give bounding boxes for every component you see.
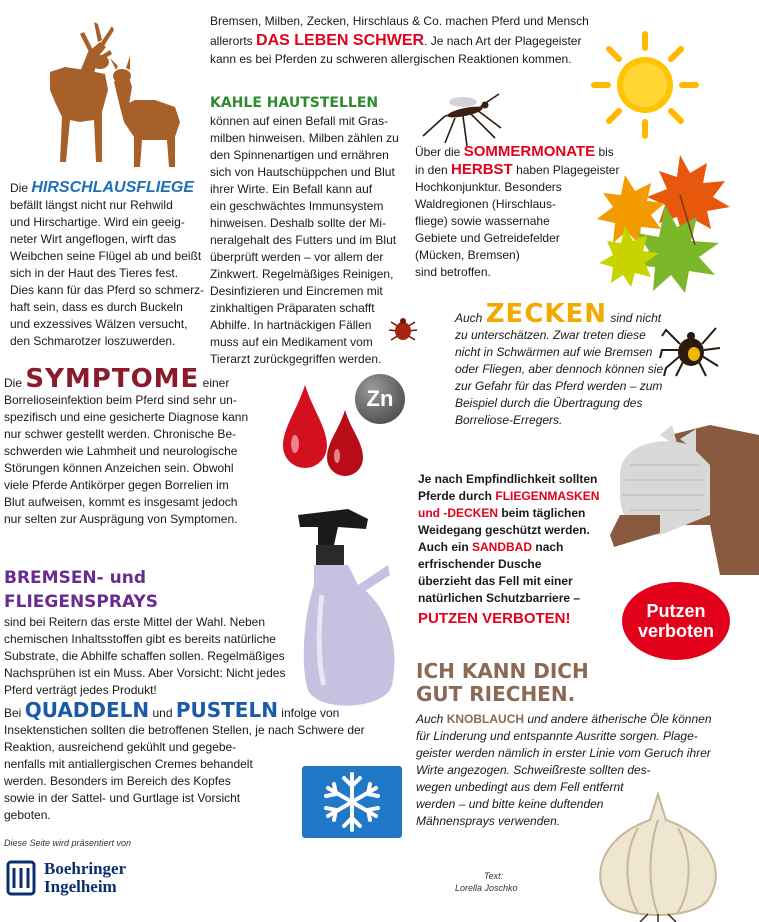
hirschlaus-section: Die HIRSCHLAUSFLIEGE befällt längst nicht nur Rehwild und Hirschartige. Wird ein geeig- neter Wirt angeflogen, wirft das Weibchen seine Flügel ab und beißt sich in der Haut des Tieres fest. Dies kann für das Pferd so schmerz- haft sein, dass es durch Buckeln und exzessives Wälzen versucht, den Schmarotzer loszuwerden.: [10, 179, 210, 350]
sommer-line: Hochkonjunktur. Besonders: [415, 180, 562, 194]
symptome-line: Borrelioseinfektion beim Pferd sind sehr un-: [4, 393, 237, 407]
snowflake-tile: [302, 766, 402, 838]
kahle-line: hinweisen. Deshalb sollte der Mi-: [210, 216, 387, 230]
highlight-knoblauch: KNOBLAUCH: [446, 712, 525, 726]
headline-ich-kann-dich: ICH KANN DICH: [416, 659, 589, 683]
garlic-icon: [578, 790, 738, 922]
kahle-line: können auf einen Befall mit Gras-: [210, 114, 389, 128]
logo-line-1: Boehringer: [44, 859, 127, 878]
quaddeln-line: nenfalls mit antiallergischen Cremes behandelt: [4, 757, 253, 771]
zecken-section: Auch ZECKEN sind nicht zu unterschätzen. Zwar treten diese nicht in Schwärmen auf wie Bremsen oder Fliegen, aber dennoch können sie zur Gefahr für das Pferd werden – zum Beispiel durch die Übertragung des Borreliose-Erregers.: [455, 299, 664, 427]
sprays-line: Nachsprühen ist ein Muss. Aber Vorsicht: Nicht jedes: [4, 666, 286, 680]
tick-icon: [658, 318, 726, 380]
quaddeln-line: werden. Besonders im Bereich des Kopfes: [4, 774, 231, 788]
kahle-line: ein geschwächtes Immunsystem: [210, 199, 384, 213]
sommer-line: fliege) sowie wassernahe: [415, 214, 550, 228]
riechen-line: für Linderung und entspannte Ausritte sorgen. Plage-: [416, 729, 698, 743]
quaddeln-line: geboten.: [4, 808, 51, 822]
sprays-line: sind bei Reitern das erste Mittel der Wahl. Neben: [4, 615, 266, 629]
zecken-line: oder Fliegen, aber dennoch können sie: [455, 362, 664, 376]
sommer-line: Waldregionen (Hirschlaus-: [415, 197, 556, 211]
zecken-line: nicht in Schwärmen auf wie Bremsen: [455, 345, 653, 359]
zecken-line: Beispiel durch die Übertragung des: [455, 396, 643, 410]
hirschlaus-line: Weibchen seine Flügel ab und beißt: [10, 249, 202, 263]
kahle-line: Tierarzt zurückgegriffen werden.: [210, 352, 382, 366]
kahle-line: zinkhaltigen Präparaten schafft: [210, 301, 375, 315]
symptome-line: Störungen können Anzeichen sein. Obwohl: [4, 461, 234, 475]
sommer-line: (Mücken, Bremsen): [415, 248, 520, 262]
highlight-decken: und -DECKEN: [418, 506, 498, 520]
zecken-line: zur Gefahr für das Pferd werden – zum: [455, 379, 663, 393]
mite-icon: [385, 312, 421, 348]
symptome-section: Die SYMPTOME einer Borrelioseinfektion beim Pferd sind sehr un- spezifisch und eine gesicherte Diagnose kann nur schwer gestellt werden. Chronische Be- schwerden wie Lahmheit und neurologische Störungen können Anzeichen sein. Obwohl viele Pferde Antikörper gegen Borrelien im Blut aufweisen, kommt es insgesamt jedoch nur selten zur Ausprägung von Symptomen.: [4, 371, 274, 528]
sprays-line: Pferd verträgt jedes Produkt!: [4, 683, 157, 697]
headline-symptome: SYMPTOME: [25, 364, 200, 394]
masken-section: Je nach Empfindlichkeit sollten Pferde durch FLIEGENMASKEN und -DECKEN beim täglichen Weidegang geschützt werden. Auch ein SANDBAD nach erfrischender Dusche überzieht das Fell mit einer natürlichen Schutzbarriere – PUTZEN VERBOTEN!: [418, 471, 628, 627]
headline-putzen-verboten: PUTZEN VERBOTEN!: [418, 610, 571, 627]
sun-icon: [590, 30, 700, 140]
headline-zecken: ZECKEN: [485, 299, 608, 329]
hirschlaus-line: haft sein, dass es durch Buckeln: [10, 300, 183, 314]
badge-line-2: verboten: [637, 621, 715, 641]
sommer-line: sind betroffen.: [415, 265, 491, 279]
sprays-line: Substrate, die Abhilfe schaffen sollen. Regelmäßiges: [4, 649, 285, 663]
autumn-leaves-icon: [585, 145, 745, 295]
symptome-line: spezifisch und eine gesicherte Diagnose kann: [4, 410, 249, 424]
highlight-fliegenmasken: FLIEGENMASKEN: [495, 489, 600, 503]
intro-line-3: kann es bei Pferden zu schweren allergischen Reaktionen kommen.: [210, 52, 572, 66]
headline-quaddeln: QUADDELN: [24, 698, 150, 722]
zecken-line: Borreliose-Erregers.: [455, 413, 563, 427]
zinc-icon: [355, 374, 405, 424]
hirschlaus-line: den Schmarotzer loszuwerden.: [10, 334, 176, 348]
quaddeln-section: Bei QUADDELN und PUSTELN infolge von Insektenstichen sollten die betroffenen Stellen, je nach Schwere der Reaktion, ausreichend gekühlt und gegebe- nenfalls mit antiallergischen Cremes behandelt werden. Besonders im Bereich des Kopfes sowie in der Sattel- und Gurtlage ist Vorsicht geboten.: [4, 702, 404, 824]
kahle-section: [210, 94, 410, 368]
kahle-line: Zinkwert. Regelmäßiges Reinigen,: [210, 267, 394, 281]
headline-pusteln: PUSTELN: [175, 698, 278, 722]
quaddeln-line: Reaktion, ausreichend gekühlt und gegebe-: [4, 740, 237, 754]
kahle-line: den Spinnenartigen und ernähren: [210, 148, 389, 162]
headline-bremsen-fliegensprays: BREMSEN- und FLIEGENSPRAYS: [4, 568, 159, 612]
intro-line-2: allerorts DAS LEBEN SCHWER. Je nach Art der Plagegeister: [210, 32, 582, 49]
logo-line-2: Ingelheim: [44, 877, 117, 896]
putzen-verboten-badge: [622, 582, 730, 660]
mosquito-icon: [415, 88, 505, 148]
badge-line-1: Putzen: [646, 601, 706, 621]
riechen-line: geister werden nämlich in erster Linie vom Geruch ihrer: [416, 746, 711, 760]
hirschlaus-line: neter Wirt angeflogen, wirft das: [10, 232, 177, 246]
riechen-line: werden – und bitte keine duftenden: [416, 797, 604, 811]
author-name: Lorella Joschko: [455, 883, 518, 893]
headline-das-leben-schwer: DAS LEBEN SCHWER: [256, 32, 425, 49]
sprays-section: [4, 566, 304, 699]
headline-sommermonate: SOMMERMONATE: [463, 143, 596, 160]
boehringer-logo-icon: [4, 858, 38, 898]
symptome-line: Blut aufweisen, kommt es insgesamt jedoch: [4, 495, 238, 509]
headline-hirschlausfliege: HIRSCHLAUSFLIEGE: [31, 179, 195, 196]
symptome-line: schwerden wie Lahmheit und neurologische: [4, 444, 238, 458]
text-label: Text:: [484, 871, 504, 881]
sprays-line: chemischen Inhaltsstoffen gibt es bereits natürliche: [4, 632, 276, 646]
riechen-section: ICH KANN DICH GUT RIECHEN. Auch KNOBLAUCH und andere ätherische Öle können für Linderung und entspannte Ausritte sorgen. Plage- geister werden nämlich in erster Linie vom Geruch ihrer Wirte angezogen. Schweißreste sollten des- wegen unbedingt aus dem Fell entfernt werden – und bitte keine duftenden Mähnensprays verwenden.: [416, 660, 716, 830]
kahle-line: Desinfizieren und Eincremen mit: [210, 284, 383, 298]
hirschlaus-line: sich in der Haut des Tieres fest.: [10, 266, 179, 280]
zecken-line: zu unterschätzen. Zwar treten diese: [455, 328, 646, 342]
presented-by: Diese Seite wird präsentiert von: [4, 838, 132, 848]
deer-icon: [10, 12, 190, 177]
kahle-line: sich von Hautschüppchen und Blut: [210, 165, 395, 179]
headline-herbst: HERBST: [451, 161, 513, 178]
headline-kahle-hautstellen: KAHLE HAUTSTELLEN: [210, 95, 379, 111]
hirschlaus-line: und exzessives Wälzen versucht,: [10, 317, 188, 331]
hirschlaus-line: und Hirschartige. Wird ein geeig-: [10, 215, 185, 229]
kahle-line: Abhilfe. In hartnäckigen Fällen: [210, 318, 372, 332]
quaddeln-line: sowie in der Sattel- und Gurtlage ist Vorsicht: [4, 791, 241, 805]
highlight-sandbad: SANDBAD: [472, 540, 533, 554]
hirschlaus-line: befällt längst nicht nur Rehwild: [10, 198, 173, 212]
snowflake-icon: [302, 766, 402, 838]
kahle-line: ihrer Wirte. Ein Befall kann auf: [210, 182, 373, 196]
boehringer-logo: [4, 858, 126, 898]
headline-gut-riechen: GUT RIECHEN.: [416, 682, 576, 706]
symptome-line: nur schwer gestellt werden. Chronische Be-: [4, 427, 237, 441]
symptome-line: nur selten zur Ausprägung von Symptomen.: [4, 512, 238, 526]
hirschlaus-line: Dies kann für das Pferd so schmerz-: [10, 283, 205, 297]
intro-line-1: Bremsen, Milben, Zecken, Hirschlaus & Co. machen Pferd und Mensch: [210, 14, 589, 28]
sommer-line: Gebiete und Getreidefelder: [415, 231, 560, 245]
riechen-line: Mähnensprays verwenden.: [416, 814, 561, 828]
kahle-line: milben hinweisen. Milben zählen zu: [210, 131, 399, 145]
kahle-line: überprüft werden – vor allem der: [210, 250, 384, 264]
intro-text: [210, 13, 610, 68]
sommer-section: Über die SOMMERMONATE bis in den HERBST haben Plagegeister Hochkonjunktur. Besonders Waldregionen (Hirschlaus- fliege) sowie wassernahe Gebiete und Getreidefelder (Mücken, Bremsen) sind betroffen.: [415, 143, 635, 281]
symptome-line: viele Pferde Antikörper gegen Borrelien im: [4, 478, 229, 492]
kahle-line: neralgehalt des Futters und im Blut: [210, 233, 397, 247]
zinc-symbol: Zn: [366, 386, 394, 411]
quaddeln-line: Insektenstichen sollten die betroffenen Stellen, je nach Schwere der: [4, 723, 365, 737]
riechen-line: Wirte angezogen. Schweißreste sollten des-: [416, 763, 651, 777]
riechen-line: wegen unbedingt aus dem Fell entfernt: [416, 780, 624, 794]
kahle-line: muss auf ein Medikament vom: [210, 335, 373, 349]
